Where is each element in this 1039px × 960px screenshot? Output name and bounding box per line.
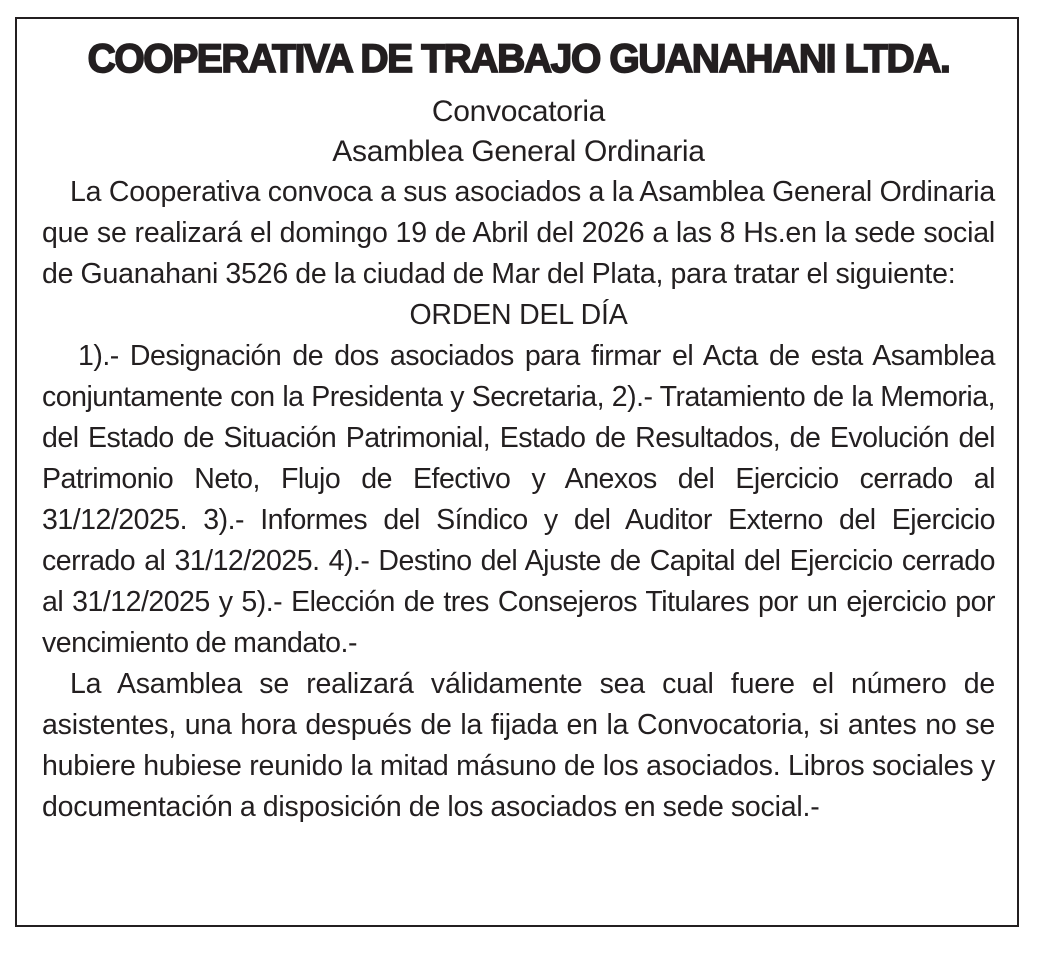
agenda-paragraph: 1).- Designación de dos asociados para firmar el Acta de esta Asamblea conjuntamente con la Presidenta y Secretaria, 2).- Tratamiento de la Memoria, del Estado de Situación Patrimonial, Estado de Resultados, de Evolución del Patrimonio Neto, Flujo de Efectivo y Anexos del Ejercicio cerrado al 31/12/2025. 3).- Informes del Síndico y del Auditor Externo del Ejercicio cerrado al 31/12/2025. 4).- Destino del Ajuste de Capital del Ejercicio cerrado al 31/12/2025 y 5).- Elección de tres Consejeros Titulares por un ejercicio por vencimiento de mandato.- [42,340,995,659]
cooperative-title: COOPERATIVA DE TRABAJO GUANAHANI LTDA. [87,37,950,82]
notice-content [42,37,995,828]
assembly-type: Asamblea General Ordinaria [332,135,705,168]
closing-paragraph: La Asamblea se realizará válidamente sea cual fuere el número de asistentes, una hora después de la fijada en la Convocatoria, si antes no se hubiere hubiese reunido la mitad másuno de los asociados. Libros sociales y documentación a disposición de los asociados en sede social.- [42,668,995,823]
notice-frame [15,17,1019,927]
notice-type: Convocatoria [431,95,606,128]
agenda-title: ORDEN DEL DÍA [409,299,628,331]
intro-paragraph: La Cooperativa convoca a sus asociados a la Asamblea General Ordinaria que se realizará el domingo 19 de Abril del 2026 a las 8 Hs.en la sede social de Guanahani 3526 de la ciudad de Mar del Plata, para tratar el siguiente: [42,176,995,290]
